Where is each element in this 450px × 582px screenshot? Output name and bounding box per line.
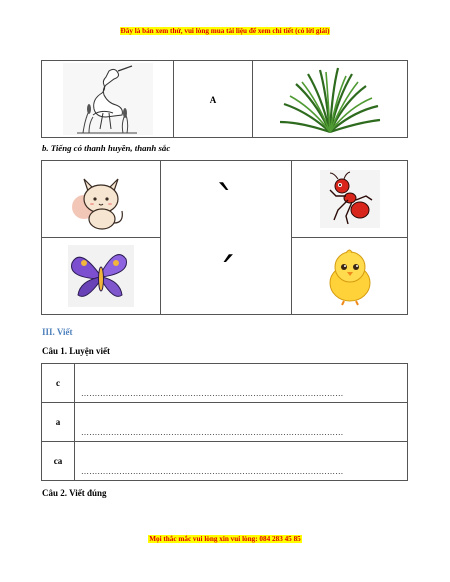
cat-cell bbox=[42, 161, 161, 238]
contact-text: Mọi thắc mắc vui lòng xin vui lòng: 084 283 45 85 bbox=[149, 535, 301, 543]
chick-cell bbox=[292, 238, 408, 315]
butterfly-cell bbox=[42, 238, 161, 315]
butterfly-icon bbox=[68, 245, 134, 307]
huyen-tone-mark: ` bbox=[215, 176, 237, 226]
grass-cell bbox=[253, 61, 408, 138]
cau1-title: Câu 1. Luyện viết bbox=[42, 346, 111, 356]
contact-notice bbox=[0, 535, 450, 543]
section-b-title: b. Tiếng có thanh huyền, thanh sắc bbox=[42, 143, 171, 153]
row-label: a bbox=[42, 403, 75, 442]
writing-line[interactable]: …………………………………………………………………………………… bbox=[75, 364, 408, 403]
writing-row bbox=[42, 442, 408, 481]
preview-notice bbox=[0, 27, 450, 35]
cat-icon bbox=[70, 167, 132, 231]
cau2-title: Câu 2. Viết đúng bbox=[42, 488, 107, 498]
row-label: c bbox=[42, 364, 75, 403]
sac-tone-mark: ´ bbox=[215, 248, 237, 298]
letter-a-table bbox=[41, 60, 408, 138]
writing-row bbox=[42, 403, 408, 442]
heron-icon bbox=[63, 63, 153, 135]
chick-icon bbox=[322, 245, 378, 307]
ant-cell bbox=[292, 161, 408, 238]
letter-a-cell bbox=[174, 61, 253, 138]
tone-marks-cell bbox=[161, 161, 292, 315]
preview-notice-text: Đây là bản xem thử, vui lòng mua tài liệu để xem chi tiết (có lời giải) bbox=[120, 27, 330, 35]
section-iii-heading: III. Viết bbox=[42, 327, 73, 337]
writing-line[interactable]: …………………………………………………………………………………… bbox=[75, 442, 408, 481]
row-label: ca bbox=[42, 442, 75, 481]
writing-line[interactable]: …………………………………………………………………………………… bbox=[75, 403, 408, 442]
tone-table bbox=[41, 160, 408, 315]
letter-a: A bbox=[209, 95, 217, 105]
heron-cell bbox=[42, 61, 174, 138]
writing-practice-table bbox=[41, 363, 408, 481]
ant-icon bbox=[320, 170, 380, 228]
writing-row bbox=[42, 364, 408, 403]
grass-icon bbox=[278, 64, 382, 134]
